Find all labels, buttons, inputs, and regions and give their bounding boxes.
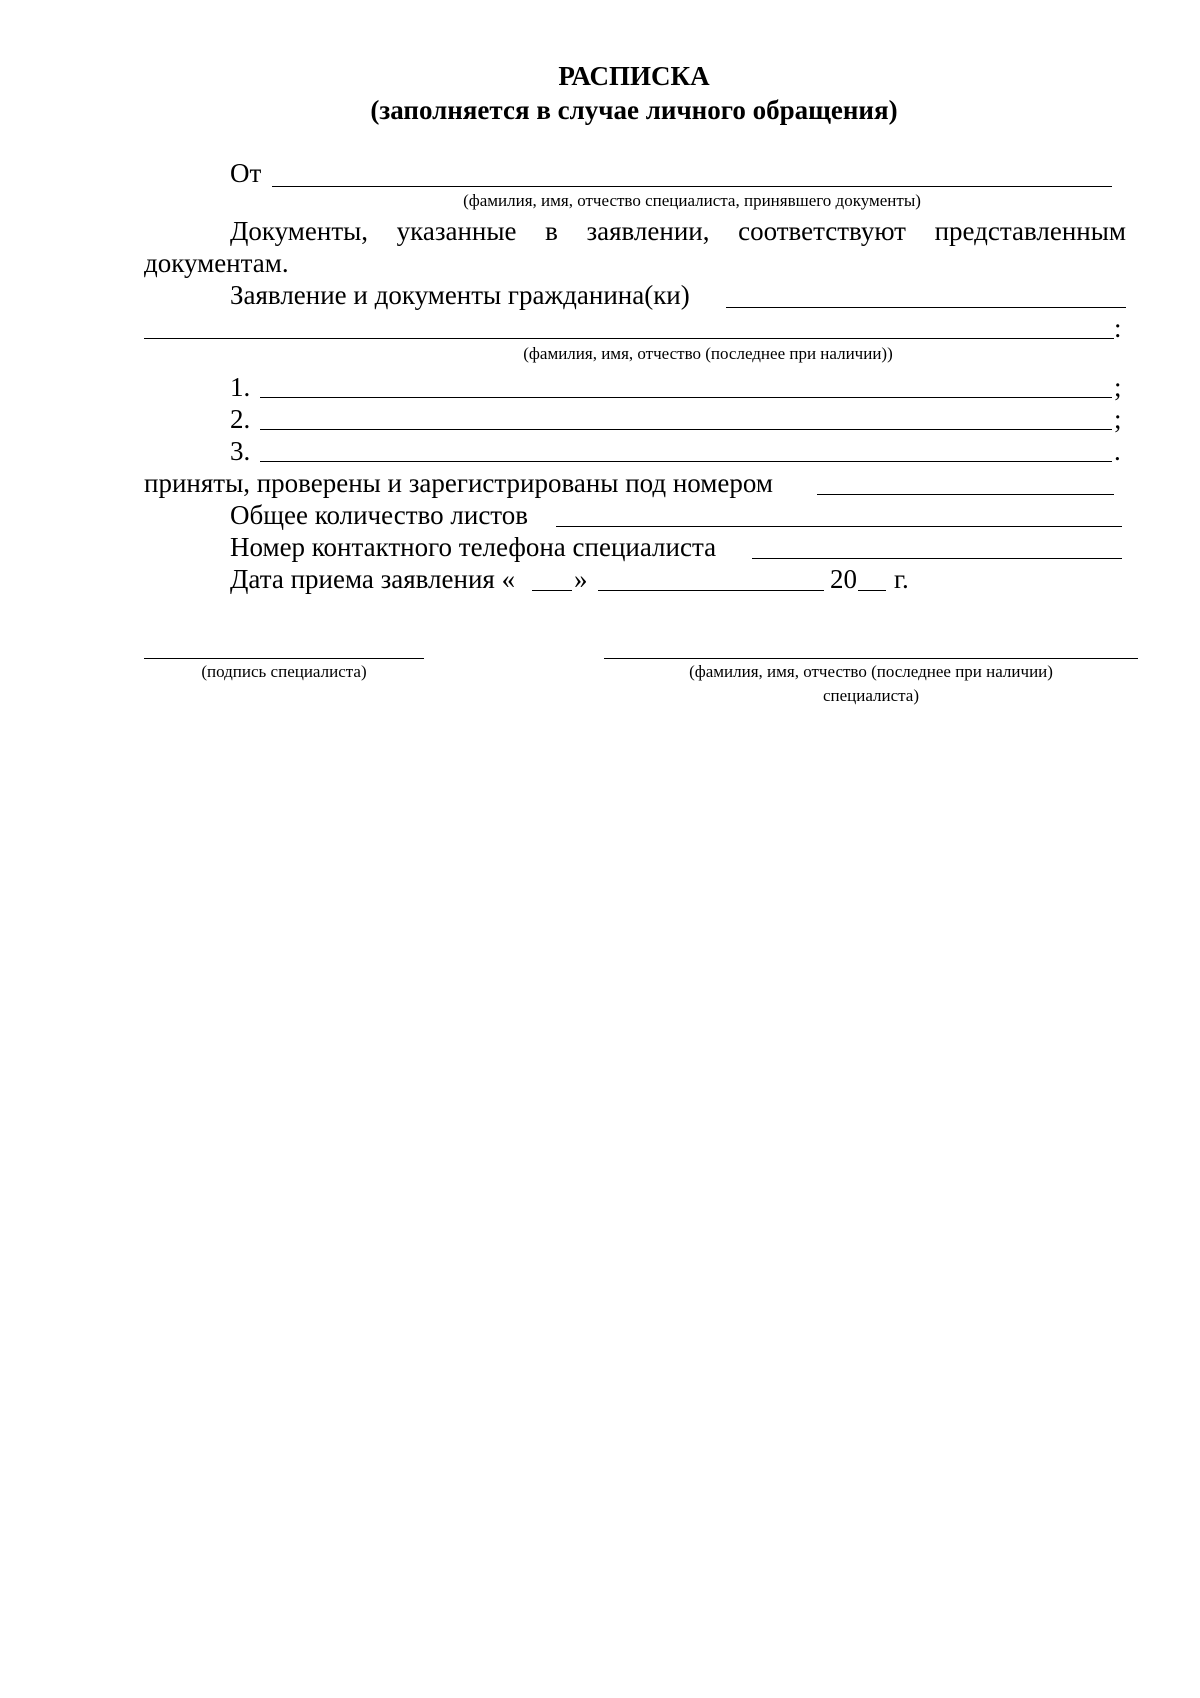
statement-word: заявлении,	[586, 216, 710, 246]
item-end: .	[1114, 436, 1121, 466]
phone-label: Номер контактного телефона специалиста	[230, 532, 717, 562]
date-year-prefix: 20	[830, 564, 857, 594]
specialist-name-hint: специалиста)	[822, 686, 920, 705]
signature-field[interactable]	[144, 658, 424, 659]
from-hint: (фамилия, имя, отчество специалиста, принявшего документы)	[463, 191, 921, 210]
applicant-label: Заявление и документы гражданина(ки)	[230, 280, 690, 310]
document-item-field-1[interactable]	[260, 397, 1112, 398]
registration-number-field[interactable]	[817, 494, 1114, 495]
applicant-colon: :	[1114, 313, 1122, 343]
item-end: ;	[1114, 372, 1122, 402]
statement-word: Документы,	[230, 216, 369, 246]
from-label: От	[230, 158, 262, 188]
document-title: РАСПИСКА	[558, 61, 710, 91]
statement-word: представленным	[934, 216, 1126, 246]
date-day-field[interactable]	[532, 590, 572, 591]
phone-field[interactable]	[752, 558, 1122, 559]
specialist-name-field[interactable]	[604, 658, 1138, 659]
applicant-hint: (фамилия, имя, отчество (последнее при наличии))	[523, 344, 893, 363]
date-year-suffix: г.	[894, 564, 909, 594]
statement-word: в	[545, 216, 558, 246]
statement-word: указанные	[396, 216, 517, 246]
date-year-field[interactable]	[858, 590, 886, 591]
signature-hint: (подпись специалиста)	[201, 662, 367, 681]
registered-label: приняты, проверены и зарегистрированы под номером	[144, 468, 773, 498]
date-close-quote: »	[574, 564, 588, 594]
sheets-label: Общее количество листов	[230, 500, 528, 530]
sheets-count-field[interactable]	[556, 526, 1122, 527]
date-label: Дата приема заявления «	[230, 564, 516, 594]
from-field[interactable]	[272, 186, 1112, 187]
specialist-name-hint: (фамилия, имя, отчество (последнее при наличии)	[689, 662, 1053, 681]
statement-end: документам.	[144, 248, 289, 278]
applicant-name-field-2[interactable]	[144, 338, 1114, 339]
applicant-name-field-1[interactable]	[726, 307, 1126, 308]
statement-line	[230, 215, 1126, 247]
item-number: 3.	[230, 436, 251, 466]
document-subtitle: (заполняется в случае личного обращения)	[370, 95, 898, 125]
document-item-field-2[interactable]	[260, 429, 1112, 430]
item-number: 1.	[230, 372, 251, 402]
statement-word: соответствуют	[738, 216, 906, 246]
item-number: 2.	[230, 404, 251, 434]
document-item-field-3[interactable]	[260, 461, 1112, 462]
item-end: ;	[1114, 404, 1122, 434]
date-month-field[interactable]	[598, 590, 824, 591]
